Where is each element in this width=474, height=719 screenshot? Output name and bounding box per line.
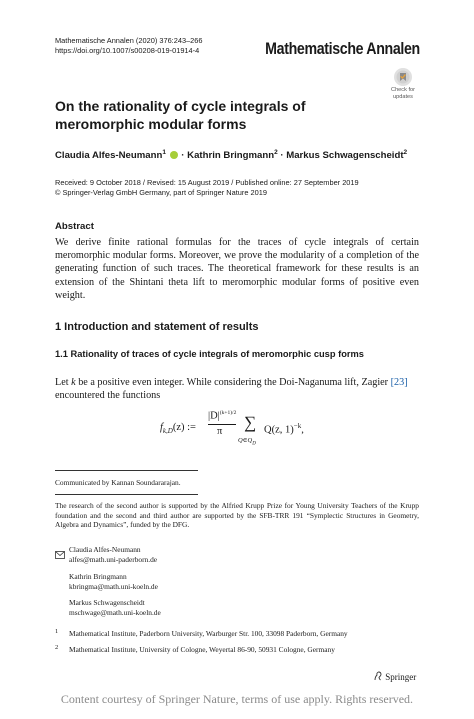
affiliation-text: Mathematical Institute, Paderborn University, Warburger Str. 100, 33098 Paderborn, Germany bbox=[69, 629, 348, 638]
section-heading: 1 Introduction and statement of results bbox=[55, 321, 259, 333]
journal-name: Mathematische Annalen bbox=[265, 40, 420, 58]
contact-name: Claudia Alfes-Neumann bbox=[69, 545, 141, 554]
author-list bbox=[55, 149, 407, 161]
intro-paragraph bbox=[55, 376, 419, 402]
doi-link[interactable]: https://doi.org/10.1007/s00208-019-01914-4 bbox=[55, 45, 200, 55]
publisher-name: Springer bbox=[385, 672, 417, 682]
badge-line2: updates bbox=[393, 94, 413, 100]
envelope-icon bbox=[55, 546, 65, 564]
author-name[interactable]: Kathrin Bringmann bbox=[187, 150, 275, 161]
formula-term-exponent: −k bbox=[293, 422, 302, 430]
abstract-heading: Abstract bbox=[55, 221, 94, 232]
contact-email[interactable]: alfes@math.uni-paderborn.de bbox=[69, 554, 158, 564]
display-formula bbox=[160, 410, 360, 450]
check-for-updates-badge[interactable] bbox=[385, 68, 421, 102]
contact-email[interactable]: kbringma@math.uni-koeln.de bbox=[69, 581, 158, 591]
abstract-text: We derive finite rational formulas for the traces of cycle integrals of certain meromorphic modular forms. Moreover, we prove the modularity of a completion of the generating function of such traces. The theoretical framework for these results is an extension of the Shintani theta lift to meromorphic modular forms of positive even weight. bbox=[55, 237, 419, 301]
contact-email[interactable]: mschwage@math.uni-koeln.de bbox=[69, 607, 161, 617]
formula-definition: (z) := bbox=[172, 422, 196, 433]
contact-name: Markus Schwagenscheidt bbox=[69, 598, 145, 607]
communicated-by-note: Communicated by Kannan Soundararajan. bbox=[55, 478, 181, 487]
publication-history bbox=[55, 178, 359, 198]
intro-text: encountered the functions bbox=[55, 390, 161, 402]
publisher-logo bbox=[373, 671, 416, 682]
author-affiliation-mark: 2 bbox=[274, 149, 278, 156]
badge-line1: Check for bbox=[391, 87, 415, 93]
author-name[interactable]: Claudia Alfes-Neumann bbox=[55, 150, 163, 161]
author-affiliation-mark: 1 bbox=[162, 149, 166, 156]
fraction-bar bbox=[208, 424, 236, 425]
article-title: On the rationality of cycle integrals of meromorphic modular forms bbox=[55, 98, 306, 132]
formula-trailing-comma: , bbox=[301, 424, 304, 436]
affiliation-text: Mathematical Institute, University of Cologne, Weyertal 86-90, 50931 Cologne, Germany bbox=[69, 645, 335, 654]
formula-function: f bbox=[160, 422, 163, 433]
sum-symbol: ∑ bbox=[244, 413, 257, 432]
author-affiliation-mark: 2 bbox=[403, 149, 408, 156]
formula-numerator-exponent: (k+1)/2 bbox=[219, 410, 237, 416]
springer-horse-icon bbox=[373, 671, 383, 681]
journal-reference bbox=[55, 36, 203, 55]
sum-index-subscript: D bbox=[252, 441, 256, 447]
intro-variable: k bbox=[71, 377, 76, 388]
intro-text: Let bbox=[55, 377, 72, 388]
courtesy-notice: Content courtesy of Springer Nature, terms of use apply. Rights reserved. bbox=[60, 692, 414, 706]
author-separator: · bbox=[181, 150, 185, 161]
formula-numerator: |D| bbox=[208, 410, 220, 422]
intro-text: be a positive even integer. While considering the Doi-Naganuma lift, Zagier bbox=[75, 377, 391, 388]
formula-term: Q(z, 1) bbox=[264, 424, 294, 436]
subsection-heading: 1.1 Rationality of traces of cycle integrals of meromorphic cusp forms bbox=[55, 349, 364, 359]
contact-entry bbox=[69, 545, 157, 564]
update-bookmark-icon bbox=[394, 68, 412, 86]
funding-note: The research of the second author is supported by the Alfried Krupp Prize for Young University Teachers of the Krupp foundation and the second and third author are supported by the SFB-TRR 191 “Symplectic Structures in Geometry, Algebra and Dynamics”, funded by the DFG. bbox=[55, 501, 419, 530]
affiliation-number: 2 bbox=[55, 644, 59, 651]
footnote-divider bbox=[55, 494, 198, 495]
footnote-divider bbox=[55, 470, 198, 471]
citation-link[interactable]: [23] bbox=[390, 377, 408, 388]
publication-dates: Received: 9 October 2018 / Revised: 15 August 2019 / Published online: 27 September 2019 bbox=[55, 178, 359, 187]
contact-entry bbox=[69, 598, 161, 617]
copyright-notice: © Springer-Verlag GmbH Germany, part of Springer Nature 2019 bbox=[55, 188, 267, 197]
contact-entry bbox=[69, 572, 158, 591]
formula-denominator: π bbox=[217, 426, 223, 437]
orcid-icon[interactable] bbox=[170, 151, 178, 159]
contact-name: Kathrin Bringmann bbox=[69, 572, 127, 581]
sum-index: Q∈Q bbox=[238, 437, 253, 444]
author-name[interactable]: Markus Schwagenscheidt bbox=[286, 150, 404, 161]
journal-citation: Mathematische Annalen (2020) 376:243–266 bbox=[55, 36, 203, 45]
affiliation-number: 1 bbox=[55, 628, 59, 635]
author-separator: · bbox=[280, 150, 284, 161]
formula-function-subscript: k,D bbox=[162, 427, 173, 436]
